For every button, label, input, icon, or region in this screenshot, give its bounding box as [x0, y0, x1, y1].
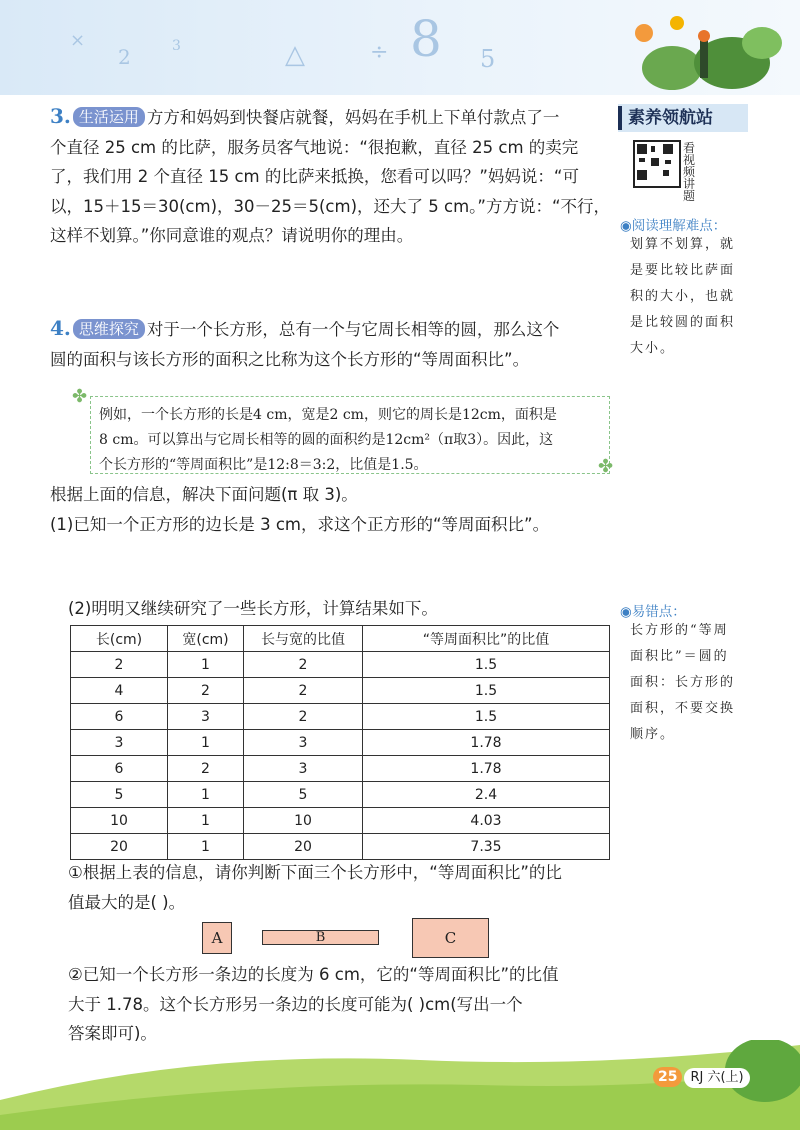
table-row: [71, 678, 610, 704]
error-prone-head: ◉易错点：: [620, 604, 686, 620]
table-cell: 1: [168, 652, 244, 678]
text-line: 答案即可)。: [68, 1024, 157, 1043]
results-table: [70, 625, 610, 860]
clover-icon: ✤: [72, 386, 88, 407]
tag-badge: 思维探究: [73, 319, 145, 339]
table-cell: 2: [168, 678, 244, 704]
note-line: 积的大小，也就: [630, 289, 736, 304]
deco-symbol: ×: [70, 30, 86, 51]
note-line: 面积比”＝圆的: [630, 649, 729, 664]
table-cell: 1.78: [363, 756, 610, 782]
q3-line: [50, 102, 615, 133]
note-line: 是比较圆的面积: [630, 315, 736, 330]
deco-symbol: 5: [480, 45, 496, 73]
qr-caption: 看视频讲题: [683, 141, 696, 203]
table-cell: 2: [71, 652, 168, 678]
sidebar-title: 素养领航站: [618, 104, 748, 132]
deco-symbol: 3: [172, 38, 181, 54]
reading-difficulty-note: [630, 232, 755, 362]
tag-badge: 生活运用: [73, 107, 145, 127]
table-cell: 1.5: [363, 678, 610, 704]
table-row: [71, 782, 610, 808]
qr-code[interactable]: [633, 140, 681, 188]
table-cell: 1.5: [363, 704, 610, 730]
text-line: ①根据上表的信息，请你判断下面三个长方形中，“等周面积比”的比: [68, 863, 562, 882]
question-3: [50, 102, 615, 251]
text-line: 根据上面的信息，解决下面问题(π 取 3)。: [50, 485, 358, 504]
table-header: “等周面积比”的比值: [363, 626, 610, 652]
sub-question-2-1: [68, 858, 613, 917]
q3-line: 这样不划算。”你同意谁的观点？请说明你的理由。: [50, 226, 414, 245]
note-line: 顺序。: [630, 727, 676, 742]
table-cell: 1.78: [363, 730, 610, 756]
table-cell: 1: [168, 782, 244, 808]
note-line: 是要比较比萨面: [630, 263, 736, 278]
question-4: [50, 314, 615, 374]
table-cell: 3: [168, 704, 244, 730]
text-line: 对于一个长方形，总有一个与它周长相等的圆，那么这个: [146, 320, 560, 339]
error-prone-note: [630, 618, 755, 748]
table-cell: 4: [71, 678, 168, 704]
deco-symbol: ÷: [370, 40, 389, 65]
note-line: 面积：长方形的: [630, 675, 736, 690]
table-header: 长与宽的比值: [244, 626, 363, 652]
table-cell: 3: [244, 730, 363, 756]
text-line: ②已知一个长方形一条边的长度为 6 cm，它的“等周面积比”的比值: [68, 965, 559, 984]
q4-intro: [50, 480, 615, 539]
example-line: 个长方形的“等周面积比”是12:8＝3:2，比值是1.5。: [99, 457, 428, 473]
table-cell: 6: [71, 756, 168, 782]
table-cell: 5: [244, 782, 363, 808]
q3-line: 个直径 25 cm 的比萨，服务员客气地说：“很抱歉，直径 25 cm 的卖完: [50, 137, 579, 157]
table-cell: 5: [71, 782, 168, 808]
table-cell: 4.03: [363, 808, 610, 834]
table-cell: 2: [244, 678, 363, 704]
sub-question-1: (1)已知一个正方形的边长是 3 cm，求这个正方形的“等周面积比”。: [50, 514, 550, 534]
table-row: [71, 808, 610, 834]
table-cell: 1: [168, 730, 244, 756]
rectangle-option-c: C: [412, 918, 489, 958]
book-label: RJ 六(上): [684, 1068, 749, 1088]
table-header: 长(cm): [71, 626, 168, 652]
q3-line: 以，15＋15＝30(cm)，30－25＝5(cm)，还大了 5 cm。”方方说：“不行，: [50, 196, 610, 216]
example-line: 例如，一个长方形的长是4 cm，宽是2 cm，则它的周长是12cm，面积是: [99, 407, 557, 423]
sub-question-2: (2)明明又继续研究了一些长方形，计算结果如下。: [68, 599, 438, 618]
example-line: 8 cm。可以算出与它周长相等的圆的面积约是12cm²（π取3）。因此，这: [99, 432, 554, 448]
table-row: [71, 652, 610, 678]
table-cell: 3: [244, 756, 363, 782]
rectangle-option-b: B: [262, 930, 379, 945]
page-number-box: [653, 1066, 750, 1086]
reading-difficulty-head: ◉阅读理解难点：: [620, 218, 727, 234]
table-cell: 10: [71, 808, 168, 834]
plant-illustration: [632, 8, 782, 93]
note-line: 大小。: [630, 341, 676, 356]
table-cell: 10: [244, 808, 363, 834]
table-cell: 3: [71, 730, 168, 756]
deco-symbol: △: [285, 40, 305, 70]
sub-question-2-2: [68, 960, 613, 1049]
text-line: 方方和妈妈到快餐店就餐，妈妈在手机上下单付款点了一: [146, 108, 560, 127]
table-header: 宽(cm): [168, 626, 244, 652]
table-cell: 20: [71, 834, 168, 860]
table-row: [71, 834, 610, 860]
note-line: 长方形的“等周: [630, 623, 729, 638]
table-cell: 6: [71, 704, 168, 730]
table-cell: 2: [244, 704, 363, 730]
text-line: 大于 1.78。这个长方形另一条边的长度可能为( )cm(写出一个: [68, 994, 523, 1014]
q3-line: 了，我们用 2 个直径 15 cm 的比萨来抵换，您看可以吗？”妈妈说：“可: [50, 167, 579, 186]
table-cell: 2.4: [363, 782, 610, 808]
q4-line: [50, 314, 615, 345]
question-number: 4.: [50, 316, 71, 340]
deco-symbol: 2: [118, 45, 131, 69]
table-cell: 1: [168, 834, 244, 860]
table-row: [71, 730, 610, 756]
table-cell: 7.35: [363, 834, 610, 860]
page-number: 25: [653, 1067, 682, 1087]
question-number: 3.: [50, 104, 71, 128]
table-cell: 1.5: [363, 652, 610, 678]
table-cell: 1: [168, 808, 244, 834]
note-line: 划算不划算，就: [630, 237, 736, 252]
table-header-row: [71, 626, 610, 652]
table-row: [71, 704, 610, 730]
qr-code-icon: [635, 142, 675, 182]
table-row: [71, 756, 610, 782]
table-cell: 2: [244, 652, 363, 678]
example-box: [90, 396, 610, 474]
table-cell: 2: [168, 756, 244, 782]
table-cell: 20: [244, 834, 363, 860]
q4-line: 圆的面积与该长方形的面积之比称为这个长方形的“等周面积比”。: [50, 349, 530, 369]
rectangle-option-a: A: [202, 922, 232, 954]
top-banner: [0, 0, 800, 95]
text-line: 值最大的是( )。: [68, 892, 186, 912]
note-line: 面积，不要交换: [630, 701, 736, 716]
deco-symbol: 8: [410, 10, 442, 68]
clover-icon: ✤: [598, 456, 614, 477]
